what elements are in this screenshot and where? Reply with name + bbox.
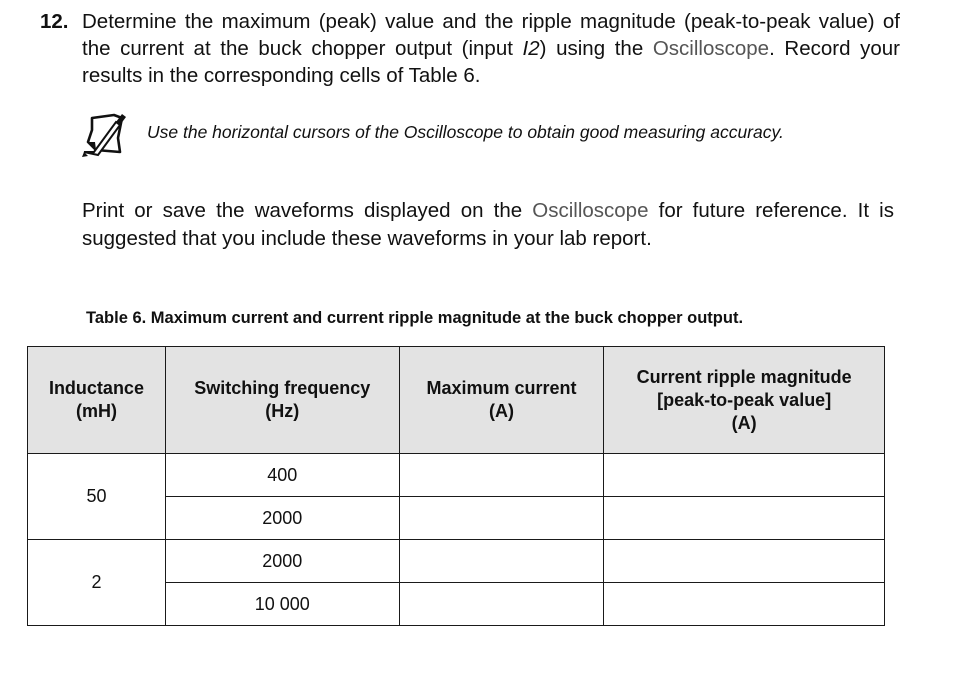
frequency-cell: 2000 [165,540,399,583]
header-line: Inductance [48,378,144,398]
step-text-part: Determine the maximum (peak) value and the ripple magnitude (peak-to-peak value) of the current at the buck chopper output (input [82,10,900,60]
instrument-name: Oscilloscope [652,37,770,60]
max-current-cell[interactable] [399,454,604,497]
header-line: (A) [488,401,514,421]
para-text-part: for future reference. It is suggested that you include these waveforms in your lab report. [82,199,894,250]
frequency-cell: 400 [165,454,399,497]
table-caption: Table 6. Maximum current and current ripple magnitude at the buck chopper output. [86,309,744,327]
note-text: Use the horizontal cursors of the Oscilloscope to obtain good measuring accuracy. [147,122,784,142]
frequency-cell: 2000 [165,497,399,540]
header-line: (Hz) [265,401,300,421]
table-row [28,540,885,583]
max-current-cell[interactable] [399,583,604,626]
input-name: I2 [522,37,540,60]
pen-note-icon [82,112,128,158]
step-text-part: . Record your results in the corresponding cells of Table 6. [82,37,900,87]
header-line: [peak-to-peak value] [657,389,832,410]
instrument-name: Oscilloscope [532,199,649,222]
inductance-cell: 2 [28,540,166,626]
header-line: (A) [731,412,757,433]
max-current-cell[interactable] [399,540,604,583]
ripple-cell[interactable] [604,540,885,583]
note-box [82,108,902,178]
ripple-cell[interactable] [604,583,885,626]
inductance-cell: 50 [28,454,166,540]
header-line: (mH) [75,401,117,421]
header-current-ripple [604,347,885,454]
ripple-cell[interactable] [604,497,885,540]
header-maximum-current [399,347,604,454]
step-number: 12. [40,10,69,33]
header-line: Maximum current [426,378,577,398]
table-header-row [28,347,885,454]
header-switching-frequency [165,347,399,454]
step-text-part: ) using the [539,37,653,60]
header-line: Switching frequency [194,378,371,398]
header-inductance [28,347,166,454]
ripple-cell[interactable] [604,454,885,497]
step-12 [40,8,900,89]
para-text-part: Print or save the waveforms displayed on the [82,199,533,222]
step-instruction [82,8,900,89]
max-current-cell[interactable] [399,497,604,540]
results-table [27,346,885,626]
frequency-cell: 10 000 [165,583,399,626]
header-line: Current ripple magnitude [636,366,852,387]
instruction-paragraph [82,197,894,253]
table-row [28,454,885,497]
